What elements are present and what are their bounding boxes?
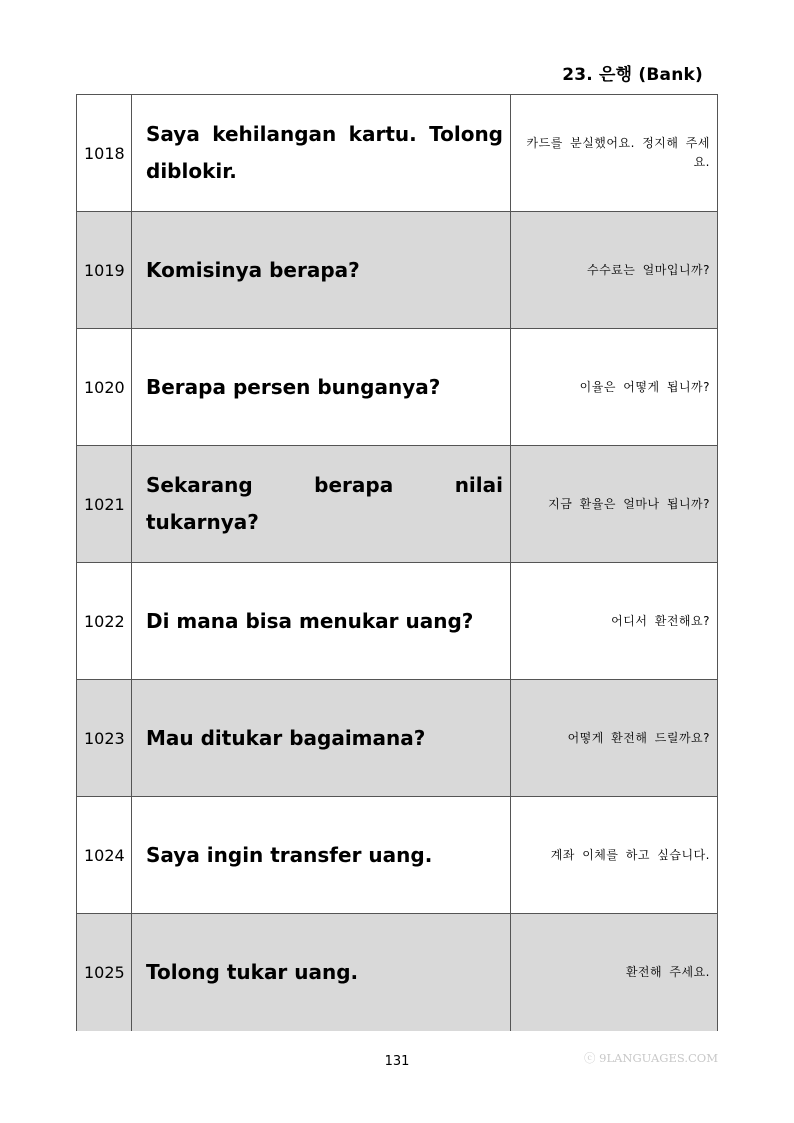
table-row	[77, 914, 718, 1031]
phrase-number: 1021	[77, 446, 132, 563]
phrase-number: 1019	[77, 212, 132, 329]
indonesian-phrase: Saya ingin transfer uang.	[132, 797, 511, 914]
korean-translation: 어디서 환전해요?	[511, 563, 718, 680]
korean-translation: 카드를 분실했어요. 정지해 주세요.	[511, 95, 718, 212]
phrase-number: 1022	[77, 563, 132, 680]
indonesian-phrase: Berapa persen bunganya?	[132, 329, 511, 446]
watermark: ⓒ 9LANGUAGES.COM	[584, 1051, 719, 1065]
phrase-number: 1018	[77, 95, 132, 212]
phrase-number: 1020	[77, 329, 132, 446]
korean-translation: 수수료는 얼마입니까?	[511, 212, 718, 329]
table-row	[77, 680, 718, 797]
indonesian-phrase: Di mana bisa menukar uang?	[132, 563, 511, 680]
phrase-table	[76, 94, 718, 1031]
indonesian-phrase: Mau ditukar bagaimana?	[132, 680, 511, 797]
indonesian-phrase: Tolong tukar uang.	[132, 914, 511, 1031]
korean-translation: 어떻게 환전해 드릴까요?	[511, 680, 718, 797]
table-row	[77, 95, 718, 212]
korean-translation: 환전해 주세요.	[511, 914, 718, 1031]
table-row	[77, 446, 718, 563]
page-number: 131	[384, 1054, 410, 1069]
indonesian-phrase: Saya kehilangan kartu. Tolong diblokir.	[132, 95, 511, 212]
korean-translation: 이율은 어떻게 됩니까?	[511, 329, 718, 446]
indonesian-phrase: Komisinya berapa?	[132, 212, 511, 329]
korean-translation: 계좌 이체를 하고 싶습니다.	[511, 797, 718, 914]
phrase-number: 1023	[77, 680, 132, 797]
phrase-number: 1025	[77, 914, 132, 1031]
table-row	[77, 329, 718, 446]
section-title: 23. 은행 (Bank)	[562, 65, 703, 85]
table-row	[77, 797, 718, 914]
korean-translation: 지금 환율은 얼마나 됩니까?	[511, 446, 718, 563]
indonesian-phrase: Sekarang berapa nilai tukarnya?	[132, 446, 511, 563]
table-row	[77, 212, 718, 329]
table-row	[77, 563, 718, 680]
phrase-number: 1024	[77, 797, 132, 914]
